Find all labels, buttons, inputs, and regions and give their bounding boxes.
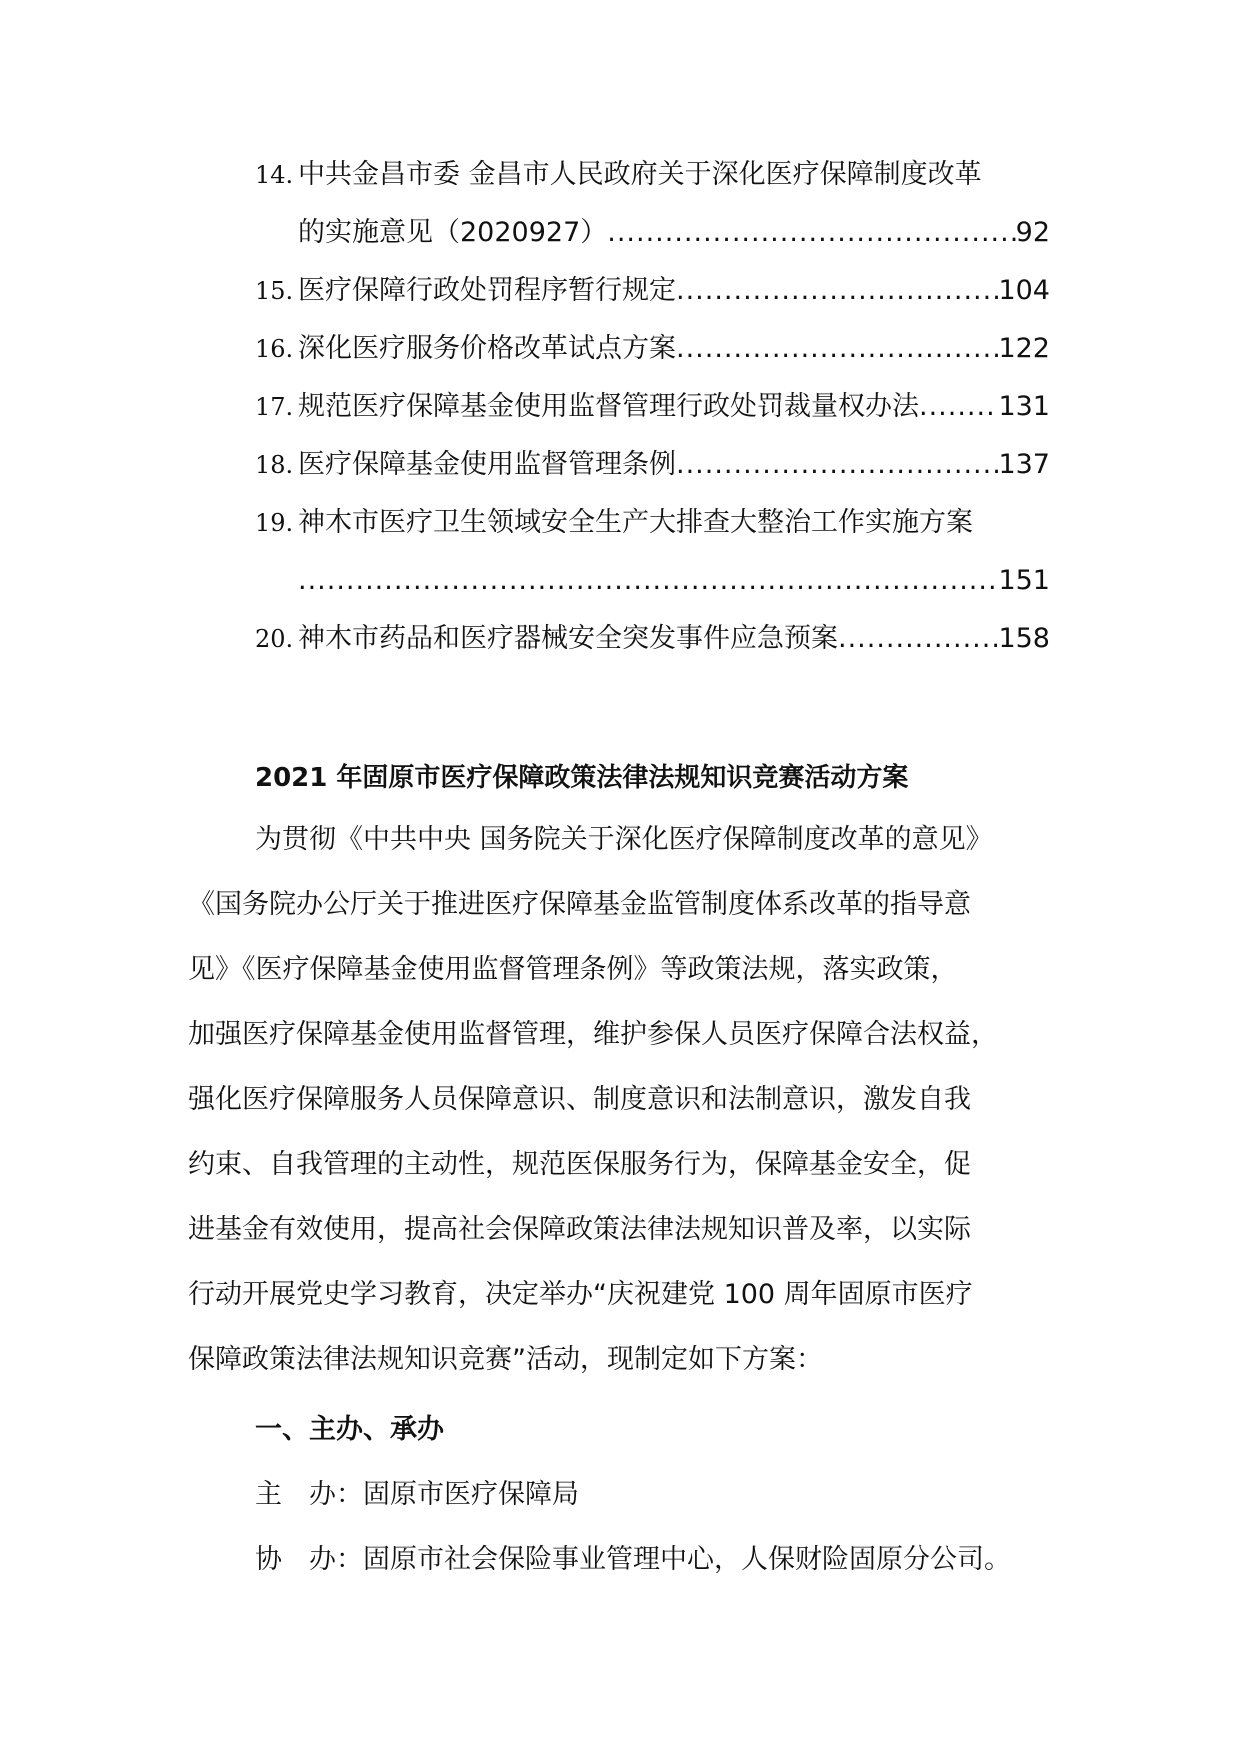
toc-item-page: 92: [1015, 217, 1050, 248]
toc-dot-leader: [676, 445, 998, 485]
toc-item-page: 151: [998, 565, 1050, 596]
paragraph-line: 为贯彻《中共中央 国务院关于深化医疗保障制度改革的意见》: [255, 824, 993, 855]
toc-item-title: 神木市药品和医疗器械安全突发事件应急预案: [298, 623, 838, 654]
toc-item-page: 104: [998, 275, 1050, 306]
toc-item-page: 158: [998, 623, 1050, 654]
toc-dot-leader: [838, 619, 998, 659]
paragraph-line: 进基金有效使用，提高社会保障政策法律法规知识普及率，以实际: [188, 1214, 971, 1245]
toc-item-number: 15.: [255, 277, 294, 305]
paragraph-line: 保障政策法律法规知识竞赛”活动，现制定如下方案：: [188, 1344, 823, 1375]
co-organizer-value: 固原市社会保险事业管理中心，人保财险固原分公司。: [363, 1544, 1011, 1575]
paragraph-line: 约束、自我管理的主动性，规范医保服务行为，保障基金安全，促: [188, 1149, 971, 1180]
paragraph-line: 行动开展党史学习教育，决定举办“庆祝建党 100 周年固原市医疗: [188, 1279, 973, 1310]
co-organizer-line: [255, 1540, 1011, 1580]
section-heading: 一、主办、承办: [255, 1414, 444, 1445]
toc-item-title: 医疗保障行政处罚程序暂行规定: [298, 275, 676, 306]
paragraph-line: 见》《医疗保障基金使用监督管理条例》等政策法规，落实政策，: [188, 954, 958, 985]
toc-dot-leader: [919, 387, 998, 427]
toc-dot-leader: [676, 329, 998, 369]
toc-item-page: 122: [998, 333, 1050, 364]
co-organizer-label: 协 办：: [255, 1544, 363, 1575]
toc-item-title: 中共金昌市委 金昌市人民政府关于深化医疗保障制度改革: [298, 159, 982, 190]
paragraph-line: 加强医疗保障基金使用监督管理，维护参保人员医疗保障合法权益，: [188, 1019, 998, 1050]
host-label: 主 办：: [255, 1479, 363, 1510]
toc-item-title: 神木市医疗卫生领域安全生产大排查大整治工作实施方案: [298, 507, 973, 538]
toc-item-14-continuation[interactable]: [298, 213, 1050, 253]
toc-item-15[interactable]: [255, 271, 1050, 311]
toc-item-19[interactable]: [255, 503, 1050, 543]
toc-item-number: 16.: [255, 335, 294, 363]
toc-item-number: 14.: [255, 161, 294, 189]
toc-item-16[interactable]: [255, 329, 1050, 369]
toc-item-17[interactable]: [255, 387, 1050, 427]
paragraph-line: 《国务院办公厅关于推进医疗保障基金监管制度体系改革的指导意: [188, 889, 971, 920]
host-organizer-line: [255, 1475, 579, 1515]
toc-dot-leader: [607, 213, 1015, 253]
toc-item-number: 20.: [255, 625, 294, 653]
document-title: 2021 年固原市医疗保障政策法律法规知识竞赛活动方案: [255, 763, 909, 793]
toc-item-number: 19.: [255, 509, 294, 537]
toc-item-title: 深化医疗服务价格改革试点方案: [298, 333, 676, 364]
toc-item-title-continuation: 的实施意见（2020927）: [298, 217, 608, 248]
toc-item-14[interactable]: [255, 155, 1050, 195]
toc-item-20[interactable]: [255, 619, 1050, 659]
host-value: 固原市医疗保障局: [363, 1479, 579, 1510]
paragraph-line: 强化医疗保障服务人员保障意识、制度意识和法制意识，激发自我: [188, 1084, 971, 1115]
toc-item-title: 医疗保障基金使用监督管理条例: [298, 449, 676, 480]
toc-item-title: 规范医疗保障基金使用监督管理行政处罚裁量权办法: [298, 391, 919, 422]
toc-item-number: 18.: [255, 451, 294, 479]
toc-item-19-continuation[interactable]: [298, 561, 1050, 601]
toc-item-page: 131: [998, 391, 1050, 422]
toc-item-number: 17.: [255, 393, 294, 421]
toc-dot-leader: [298, 561, 998, 601]
toc-dot-leader: [676, 271, 998, 311]
toc-item-18[interactable]: [255, 445, 1050, 485]
toc-item-page: 137: [998, 449, 1050, 480]
